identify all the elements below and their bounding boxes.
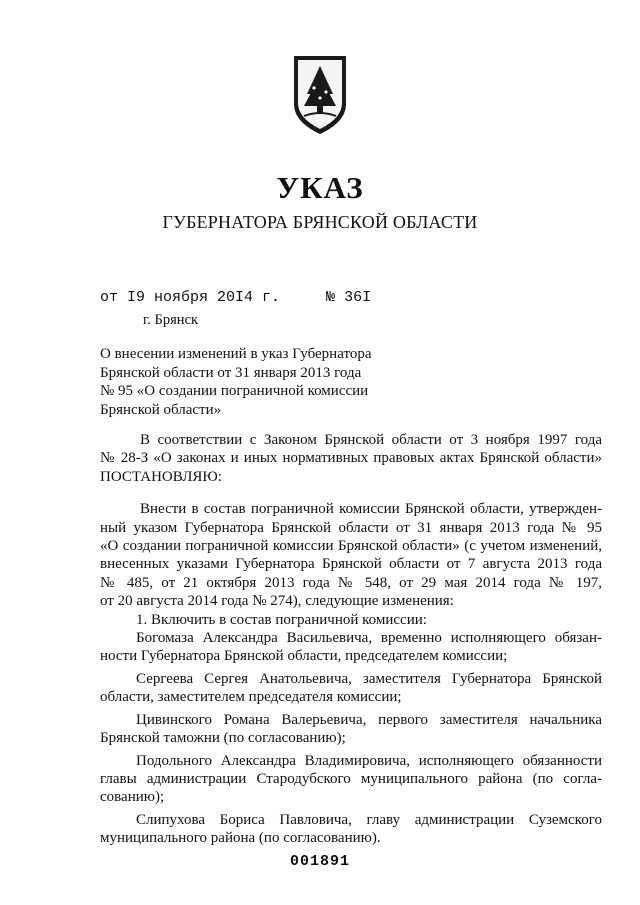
body-line: Цивинского Романа Валерьевича, первого заместителя начальника [136,711,602,728]
preamble-line: № 28-З «О законах и иных нормативных правовых актах Брянской области» [100,450,602,467]
body-line: 1. Включить в состав пограничной комиссии: [136,611,427,628]
body-line: от 20 августа 2014 года № 274), следующие изменения: [100,593,454,610]
body-line: ный указом Губернатора Брянской области от 31 января 2013 года № 95 [100,519,602,536]
subject-block [100,345,400,419]
number-label: № [326,289,336,306]
preamble-line: В соответствии с Законом Брянской области от 3 ноября 1997 года [140,432,602,448]
serial-number: 001891 [289,853,350,870]
body-line: внесенных указами Губернатора Брянской области от 7 августа 2013 года [100,556,602,573]
body-line: «О создании пограничной комиссии Брянской области» (с учетом изменений, [100,538,602,555]
document-title: УКАЗ [276,170,364,205]
decree-body [100,431,602,848]
subject-line: № 95 «О создании пограничной комиссии [100,383,369,399]
body-line: Богомаза Александра Васильевича, временно исполняющего обязан- [136,630,602,647]
subject-line: Брянской области от 31 января 2013 года [100,364,362,381]
body-line: главы администрации Стародубского муниципального района (по согла- [100,770,602,787]
date-number-line [100,289,371,306]
body-line: ности Губернатора Брянской области, председателем комиссии; [100,648,508,665]
subject-line: Брянской области» [100,401,222,418]
document-date: I9 ноября 20I4 г. [127,289,281,306]
date-prefix: от [100,289,119,306]
coat-of-arms-icon [290,52,350,138]
body-line: Брянской таможни (по согласованию); [100,730,346,747]
document-number: 36I [344,289,372,306]
document-subtitle: ГУБЕРНАТОРА БРЯНСКОЙ ОБЛАСТИ [162,212,478,232]
body-line: Внести в состав пограничной комиссии Брянской области, утвержден- [140,501,602,518]
city-label: г. Брянск [143,312,199,328]
subject-line: О внесении изменений в указ Губернатора [100,346,372,362]
body-line: сованию); [100,789,165,806]
body-line: № 485, от 21 октября 2013 года № 548, от 29 мая 2014 года № 197, [100,574,602,591]
body-line: муниципального района (по согласованию). [100,830,381,847]
body-line: Подольного Александра Владимировича, исполняющего обязанности [136,752,602,769]
body-line: области, заместителем председателя комиссии; [100,689,402,706]
body-line: Сергеева Сергея Анатольевича, заместителя Губернатора Брянской [136,670,602,687]
preamble-line: ПОСТАНОВЛЯЮ: [100,468,222,485]
body-line: Слипухова Бориса Павловича, главу администрации Суземского [136,811,602,828]
